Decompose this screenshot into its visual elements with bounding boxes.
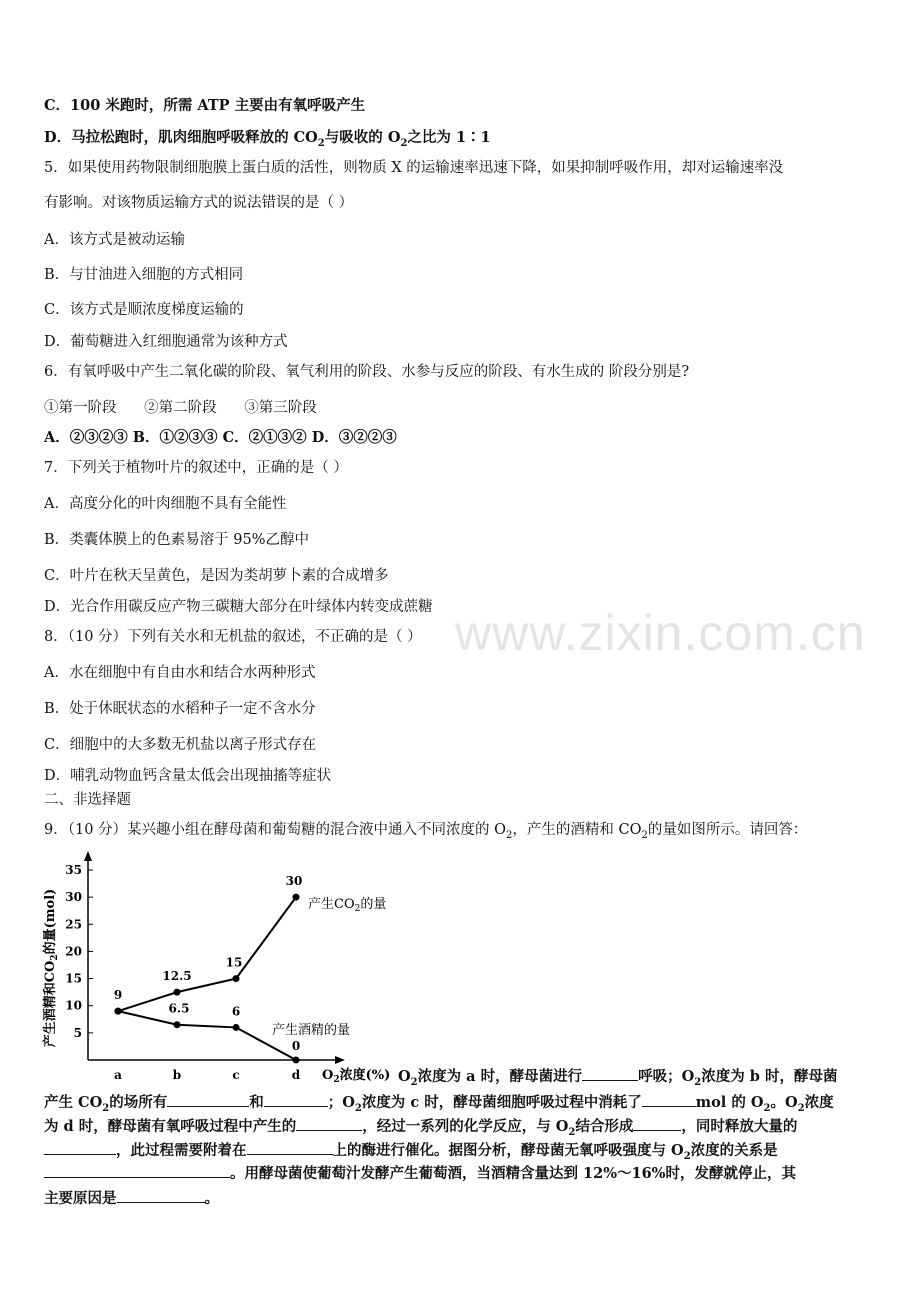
data-label: 15 xyxy=(225,955,243,970)
x-tick-label: a xyxy=(114,1068,122,1082)
data-point xyxy=(293,894,300,901)
q5-option-d: D．葡萄糖进入红细胞通常为该种方式 xyxy=(44,334,288,350)
q9-line3: 为 d 时，酵母菌有氧呼吸过程中产生的 ，经过一系列的化学反应，与 $O_2$结合形成 ，同时释放大量的 xyxy=(44,1118,798,1138)
q7-option-a: A．高度分化的叶肉细胞不具有全能性 xyxy=(44,496,287,512)
answer-blank-8[interactable] xyxy=(247,1140,333,1155)
section-heading: 二、非选择题 xyxy=(44,792,131,808)
series-line xyxy=(118,897,296,1011)
y-tick-label: 15 xyxy=(65,971,82,986)
answer-blank-4[interactable] xyxy=(642,1092,696,1107)
x-tick-label: b xyxy=(172,1068,182,1082)
q5-option-c: C．该方式是顺浓度梯度运输的 xyxy=(44,302,244,318)
y-axis-arrow xyxy=(84,851,92,861)
series-line xyxy=(118,1011,296,1060)
answer-blank-1[interactable] xyxy=(582,1066,638,1081)
line-chart xyxy=(40,848,400,1088)
data-label: 30 xyxy=(285,874,303,889)
q5-stem-line1: 5．如果使用药物限制细胞膜上蛋白质的活性，则物质 X 的运输速率迅速下降，如果抑制呼吸作用，却对运输速率没 xyxy=(44,160,784,176)
q8-stem: 8．（10 分）下列有关水和无机盐的叙述，不正确的是（ ） xyxy=(44,629,422,645)
data-point xyxy=(233,975,240,982)
q6-stages: ①第一阶段 ②第二阶段 ③第三阶段 xyxy=(44,400,317,416)
q7-option-c: C．叶片在秋天呈黄色，是因为类胡萝卜素的合成增多 xyxy=(44,568,389,584)
series-label-alcohol: 产生酒精的量 xyxy=(272,1023,351,1038)
x-tick-label: c xyxy=(232,1068,240,1082)
q9-line4: ，此过程需要附着在 上的酶进行催化。据图分析，酵母菌无氧呼吸强度与 $O_2$浓度的关系是 xyxy=(44,1140,778,1167)
data-label: 0 xyxy=(291,1039,301,1053)
x-axis-arrow xyxy=(335,1056,345,1064)
answer-blank-5[interactable] xyxy=(296,1116,362,1131)
q7-option-d: D．光合作用碳反应产物三碳糖大部分在叶绿体内转变成蔗糖 xyxy=(44,599,433,615)
q6-options: A．②③②③ B．①②③③ C．②①③② D．③②②③ xyxy=(44,429,397,446)
data-point xyxy=(174,1021,181,1028)
y-tick-label: 20 xyxy=(65,944,82,959)
q9-line6: 主要原因是 。 xyxy=(44,1190,219,1207)
q5-option-a: A．该方式是被动运输 xyxy=(44,232,185,248)
svg-text:产生酒精和CO2的量(mol): 产生酒精和$CO_2$的量(mol) xyxy=(43,888,60,1048)
answer-blank-6[interactable] xyxy=(633,1116,681,1131)
x-axis-label: $O_2$浓度(%) xyxy=(322,1068,391,1085)
y-tick-label: 5 xyxy=(73,1025,82,1040)
data-point xyxy=(174,989,181,996)
answer-blank-2[interactable] xyxy=(167,1092,249,1107)
y-tick-label: 35 xyxy=(65,863,82,877)
q4-option-c: C．100 米跑时，所需 ATP 主要由有氧呼吸产生 xyxy=(44,97,366,114)
q9-line5: 。用酵母菌使葡萄汁发酵产生葡萄酒，当酒精含量达到 12%～16%时，发酵就停止，其 xyxy=(44,1163,796,1184)
data-label: 6 xyxy=(231,1004,241,1019)
q7-option-b: B．类囊体膜上的色素易溶于 95%乙醇中 xyxy=(44,532,309,548)
q4-option-d: D．马拉松跑时，肌肉细胞呼吸释放的 $CO_2$与吸收的 $O_2$之比为 1∶1 xyxy=(44,129,491,149)
q8-option-d: D．哺乳动物血钙含量太低会出现抽搐等症状 xyxy=(44,768,332,784)
answer-blank-10[interactable] xyxy=(117,1188,205,1203)
y-axis-label xyxy=(42,889,60,1048)
y-tick-label: 25 xyxy=(65,917,82,932)
q9-line2: 产生 $CO_2$的场所有 和 ；$O_2$浓度为 c 时，酵母菌细胞呼吸过程中消耗了 mol 的 $O_2$。$O_2$浓度 xyxy=(44,1094,834,1114)
data-label: 6.5 xyxy=(168,1001,190,1016)
q5-stem-line2: 有影响。对该物质运输方式的说法错误的是（ ） xyxy=(44,195,354,211)
data-point xyxy=(293,1057,300,1064)
q8-option-a: A．水在细胞中有自由水和结合水两种形式 xyxy=(44,665,316,681)
q5-option-b: B．与甘油进入细胞的方式相同 xyxy=(44,267,244,283)
answer-blank-7[interactable] xyxy=(44,1140,116,1155)
y-tick-label: 10 xyxy=(65,998,82,1013)
q6-stem: 6．有氧呼吸中产生二氧化碳的阶段、氧气利用的阶段、水参与反应的阶段、有水生成的 阶段分别是? xyxy=(44,364,690,380)
q9-stem: 9．（10 分）某兴趣小组在酵母菌和葡萄糖的混合液中通入不同浓度的 $O_2$，产生的酒精和 $CO_2$的量如图所示。请回答： xyxy=(44,822,808,841)
data-label: 9 xyxy=(113,988,123,1003)
q8-option-c: C．细胞中的大多数无机盐以离子形式存在 xyxy=(44,737,317,753)
data-point xyxy=(115,1008,122,1015)
answer-blank-3[interactable] xyxy=(264,1092,328,1107)
data-point xyxy=(233,1024,240,1031)
x-tick-label: d xyxy=(291,1068,301,1082)
y-tick-label: 30 xyxy=(65,890,82,905)
q7-stem: 7．下列关于植物叶片的叙述中，正确的是（ ） xyxy=(44,460,348,476)
q9-line1: $O_2$浓度为 a 时，酵母菌进行 呼吸；$O_2$浓度为 b 时，酵母菌 xyxy=(398,1068,838,1088)
watermark: www.zixin.com.cn xyxy=(455,605,866,661)
answer-blank-9[interactable] xyxy=(44,1163,230,1178)
series-label-co2: 产生$CO_2$的量 xyxy=(308,897,387,914)
data-label: 12.5 xyxy=(162,969,192,984)
q8-option-b: B．处于休眠状态的水稻种子一定不含水分 xyxy=(44,701,316,717)
